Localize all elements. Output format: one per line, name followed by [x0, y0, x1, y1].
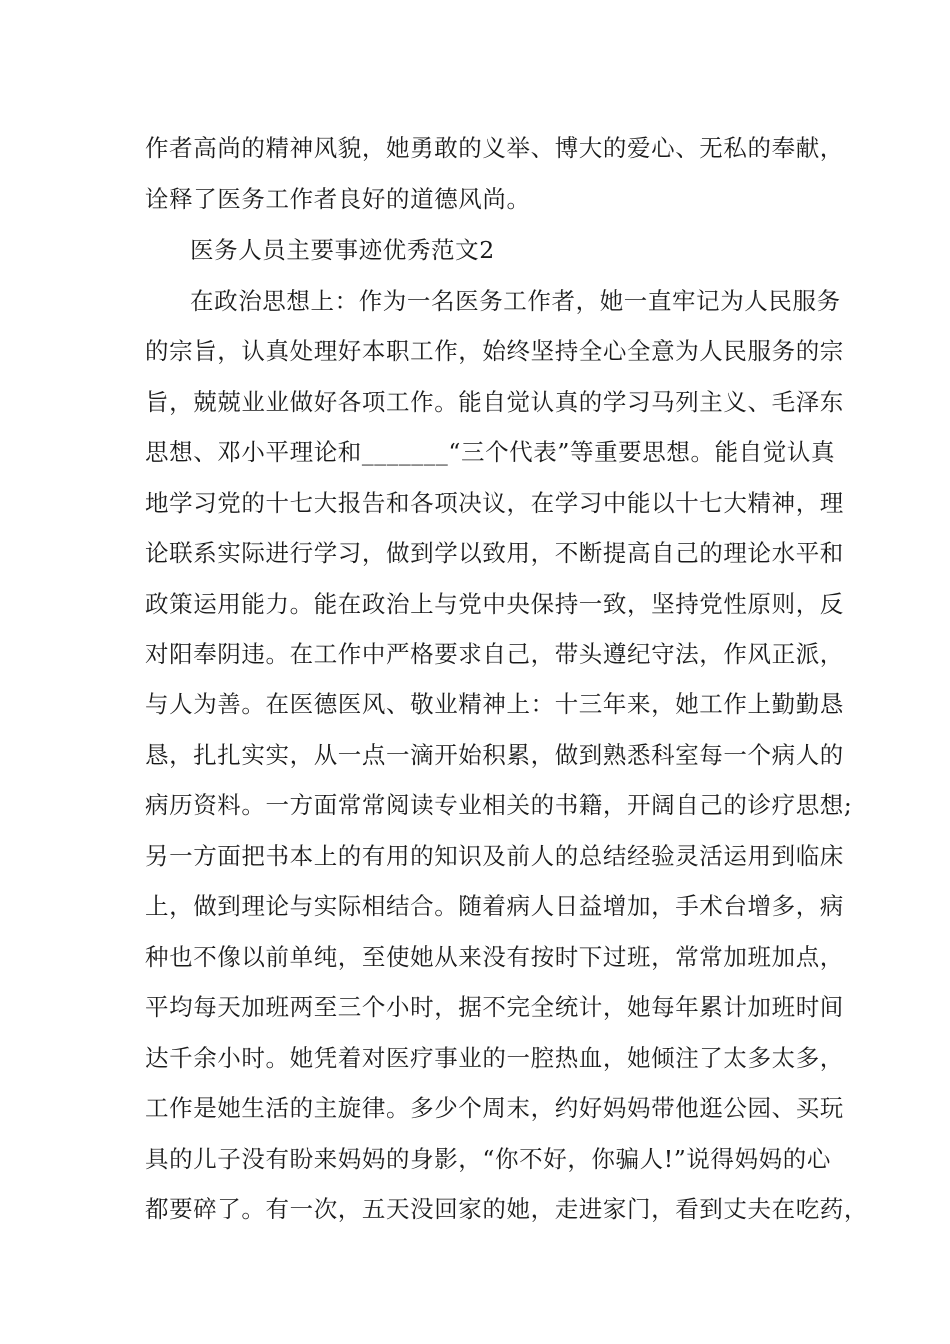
paragraph-line: 另一方面把书本上的有用的知识及前人的总结经验灵活运用到临床: [145, 842, 844, 870]
paragraph-line: 病历资料。一方面常常阅读专业相关的书籍，开阔自己的诊疗思想;: [145, 791, 853, 819]
paragraph-line: 作者高尚的精神风貌，她勇敢的义举、博大的爱心、无私的奉献，: [145, 134, 844, 162]
paragraph-line: 在政治思想上：作为一名医务工作者，她一直牢记为人民服务: [190, 287, 841, 315]
section-heading: 医务人员主要事迹优秀范文2: [190, 236, 495, 264]
paragraph-line: 恳，扎扎实实，从一点一滴开始积累，做到熟悉科室每一个病人的: [145, 741, 844, 769]
paragraph-line: 都要碎了。有一次，五天没回家的她，走进家门，看到丈夫在吃药，: [145, 1195, 868, 1223]
paragraph-line: 达千余小时。她凭着对医疗事业的一腔热血，她倾注了太多太多，: [145, 1044, 844, 1072]
paragraph-line: 对阳奉阴违。在工作中严格要求自己，带头遵纪守法，作风正派，: [145, 640, 844, 668]
paragraph-line: 的宗旨，认真处理好本职工作，始终坚持全心全意为人民服务的宗: [145, 337, 844, 365]
paragraph-line: 种也不像以前单纯，至使她从来没有按时下过班，常常加班加点，: [145, 943, 844, 971]
paragraph-line: 诠释了医务工作者良好的道德风尚。: [145, 185, 531, 213]
paragraph-line: 上，做到理论与实际相结合。随着病人日益增加，手术台增多，病: [145, 892, 844, 920]
paragraph-line: 工作是她生活的主旋律。多少个周末，约好妈妈带他逛公园、买玩: [145, 1094, 844, 1122]
paragraph-line: 政策运用能力。能在政治上与党中央保持一致，坚持党性原则，反: [145, 590, 844, 618]
paragraph-line: 思想、邓小平理论和_______“三个代表”等重要思想。能自觉认真: [145, 438, 836, 466]
paragraph-line: 地学习党的十七大报告和各项决议，在学习中能以十七大精神，理: [145, 489, 844, 517]
paragraph-line: 旨，兢兢业业做好各项工作。能自觉认真的学习马列主义、毛泽东: [145, 388, 844, 416]
paragraph-line: 论联系实际进行学习，做到学以致用，不断提高自己的理论水平和: [145, 539, 844, 567]
paragraph-line: 具的儿子没有盼来妈妈的身影，“你不好，你骗人!”说得妈妈的心: [145, 1145, 831, 1173]
paragraph-line: 与人为善。在医德医风、敬业精神上：十三年来，她工作上勤勤恳: [145, 690, 844, 718]
paragraph-line: 平均每天加班两至三个小时，据不完全统计，她每年累计加班时间: [145, 993, 844, 1021]
